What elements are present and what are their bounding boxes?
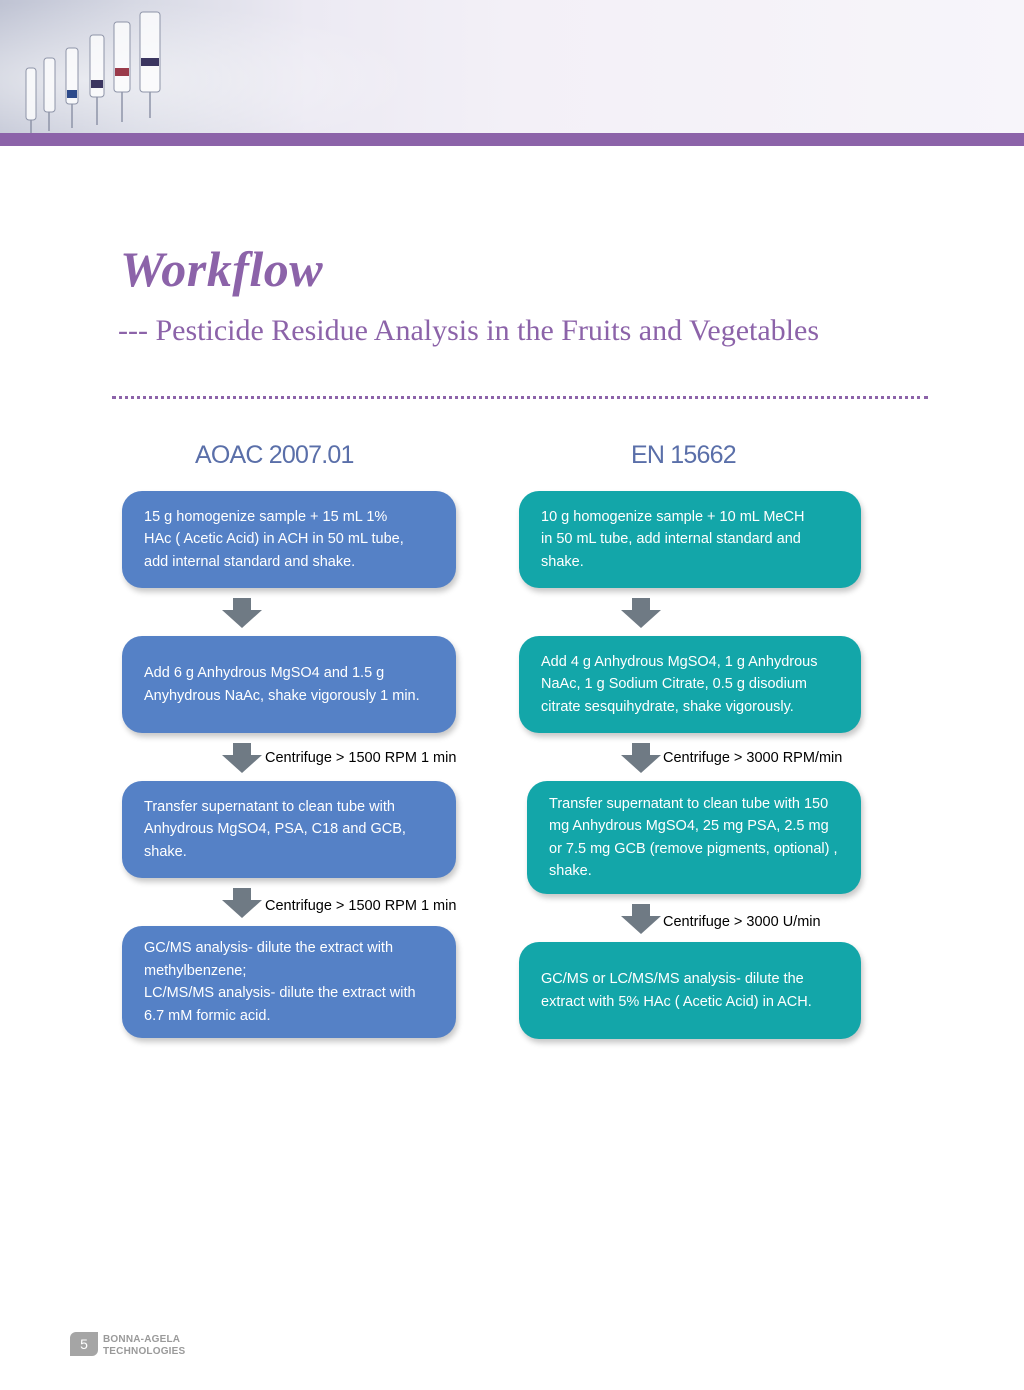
en-centrifuge-note-2: Centrifuge > 3000 U/min — [663, 914, 821, 930]
down-arrow-icon — [621, 598, 661, 628]
lab-cartridges-illustration — [0, 0, 260, 133]
aoac-step-3-text: Transfer supernatant to clean tube with Anhydrous MgSO4, PSA, C18 and GCB, shake. — [144, 798, 406, 860]
brand-name-line-1: BONNA-AGELA — [103, 1334, 181, 1345]
dotted-divider — [112, 396, 928, 399]
en-step-1-text: 10 g homogenize sample + 10 mL MeCH in 50 mL tube, add internal standard and shake. — [541, 508, 805, 570]
down-arrow-icon — [222, 888, 262, 918]
en-step-2-text: Add 4 g Anhydrous MgSO4, 1 g Anhydrous NaAc, 1 g Sodium Citrate, 0.5 g disodium citrate sesquihydrate, shake vigorously. — [541, 653, 818, 715]
en-step-1 — [519, 491, 861, 588]
page-subtitle: --- Pesticide Residue Analysis in the Fruits and Vegetables — [118, 314, 820, 347]
down-arrow-icon — [621, 904, 661, 934]
page-number: 5 — [70, 1332, 98, 1356]
aoac-centrifuge-note-2: Centrifuge > 1500 RPM 1 min — [265, 898, 457, 914]
aoac-step-4-text: GC/MS analysis- dilute the extract with methylbenzene; LC/MS/MS analysis- dilute the extract with 6.7 mM formic acid. — [144, 940, 416, 1024]
en-centrifuge-note-1: Centrifuge > 3000 RPM/min — [663, 750, 843, 766]
aoac-step-1 — [122, 491, 456, 588]
right-column-heading: EN 15662 — [631, 441, 736, 469]
en-step-4-text: GC/MS or LC/MS/MS analysis- dilute the extract with 5% HAc ( Acetic Acid) in ACH. — [541, 971, 812, 1010]
en-step-4 — [519, 942, 861, 1039]
header-accent-bar — [0, 133, 1024, 146]
en-step-3 — [527, 781, 861, 894]
down-arrow-icon — [621, 743, 661, 773]
left-column-heading: AOAC 2007.01 — [195, 441, 354, 469]
aoac-step-3 — [122, 781, 456, 878]
header-banner-image — [0, 0, 1024, 133]
down-arrow-icon — [222, 598, 262, 628]
down-arrow-icon — [222, 743, 262, 773]
aoac-step-1-text: 15 g homogenize sample + 15 mL 1% HAc ( Acetic Acid) in ACH in 50 mL tube, add internal standard and shake. — [144, 508, 404, 570]
en-step-2 — [519, 636, 861, 733]
aoac-step-2-text: Add 6 g Anhydrous MgSO4 and 1.5 g Anyhydrous NaAc, shake vigorously 1 min. — [144, 665, 420, 704]
en-step-3-text: Transfer supernatant to clean tube with 150 mg Anhydrous MgSO4, 25 mg PSA, 2.5 mg or 7.5 mg GCB (remove pigments, optional) , shake. — [549, 795, 838, 879]
brand-name-line-2: TECHNOLOGIES — [103, 1346, 186, 1357]
aoac-step-2 — [122, 636, 456, 733]
page-title: Workflow — [120, 241, 324, 297]
aoac-centrifuge-note-1: Centrifuge > 1500 RPM 1 min — [265, 750, 457, 766]
aoac-step-4 — [122, 926, 456, 1038]
